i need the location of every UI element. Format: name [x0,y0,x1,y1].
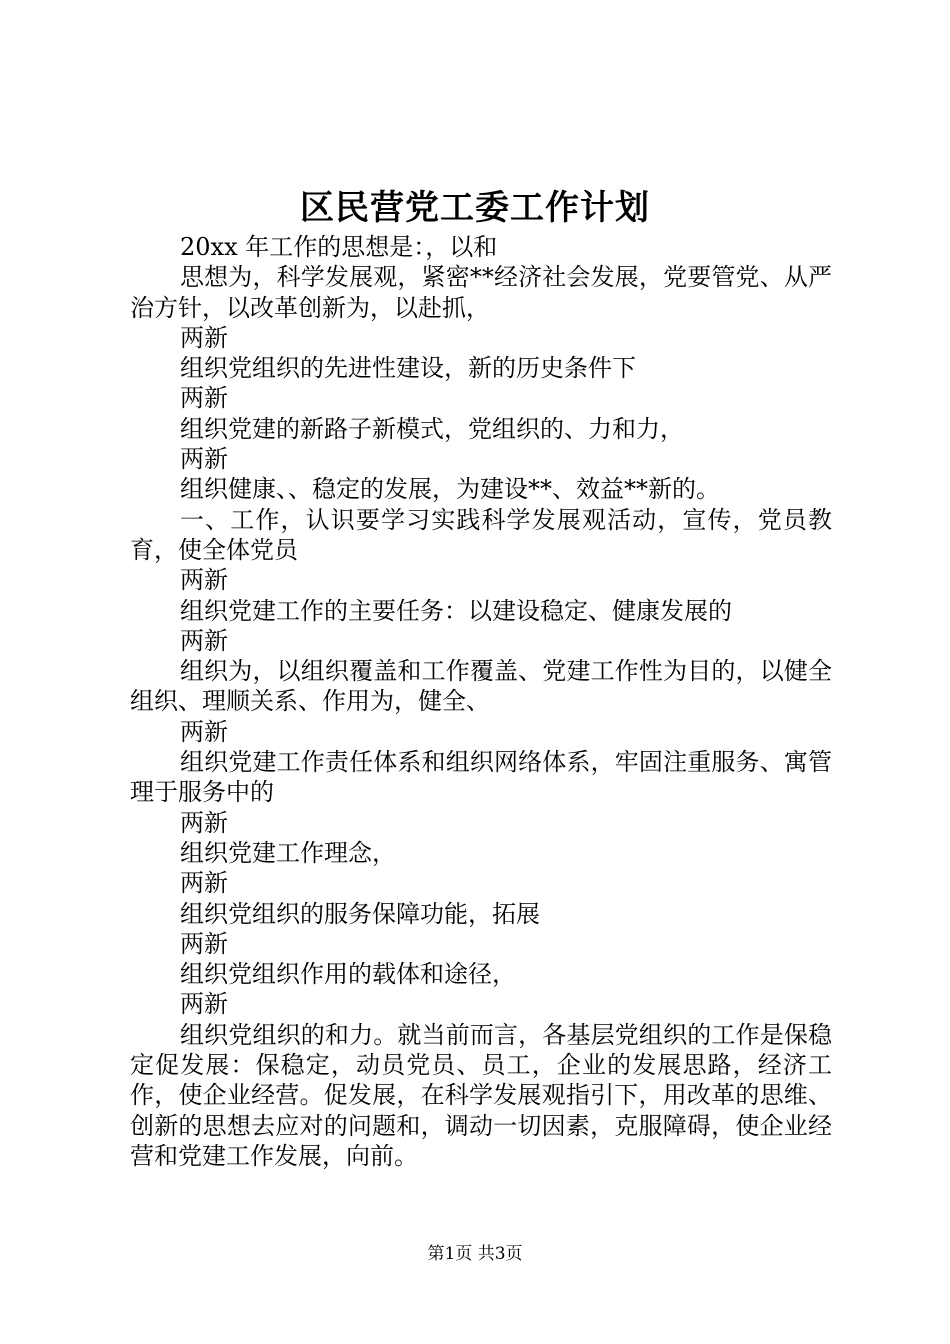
paragraph: 组织党建工作的主要任务：以建设稳定、健康发展的 [180,596,732,625]
paragraph: 组织党组织的先进性建设，新的历史条件下 [180,354,636,383]
paragraph: 组织党组织的服务保障功能，拓展 [180,899,540,928]
page-footer: 第1页 共3页 [427,1244,523,1264]
paragraph: 组织党建工作责任体系和组织网络体系，牢固注重服务、寓管理于服务中的 [130,748,832,807]
paragraph: 两新 [180,990,228,1019]
paragraph: 两新 [180,323,228,352]
paragraph: 20xx 年工作的思想是：，以和 [180,233,498,261]
paragraph: 两新 [180,717,228,746]
paragraph: 组织党建工作理念， [180,838,396,867]
paragraph: 两新 [180,445,228,474]
paragraph: 两新 [180,869,228,898]
paragraph: 思想为，科学发展观，紧密**经济社会发展，党要管党、从严治方针，以改革创新为，以赴抓， [130,263,832,322]
paragraph: 组织党组织的和力。就当前而言，各基层党组织的工作是保稳定促发展：保稳定，动员党员、员工，企业的发展思路，经济工作，使企业经营。促发展，在科学发展观指引下，用改革的思维、创新的思想去应对的问题和，调动一切因素，克服障碍，使企业经营和党建工作发展，向前。 [130,1020,832,1170]
document-body [130,232,832,1171]
paragraph: 组织为，以组织覆盖和工作覆盖、党建工作性为目的，以健全组织、理顺关系、作用为，健全、 [130,657,832,716]
paragraph: 两新 [180,566,228,595]
paragraph: 组织党建的新路子新模式，党组织的、力和力， [180,414,684,443]
paragraph: 两新 [180,626,228,655]
paragraph: 两新 [180,384,228,413]
paragraph: 两新 [180,929,228,958]
paragraph: 一、工作，认识要学习实践科学发展观活动，宣传，党员教育，使全体党员 [130,505,832,564]
paragraph: 组织健康、、稳定的发展，为建设**、效益**新的。 [180,475,720,504]
paragraph: 两新 [180,808,228,837]
document-title: 区民营党工委工作计划 [300,188,650,228]
paragraph: 组织党组织作用的载体和途径， [180,960,516,989]
